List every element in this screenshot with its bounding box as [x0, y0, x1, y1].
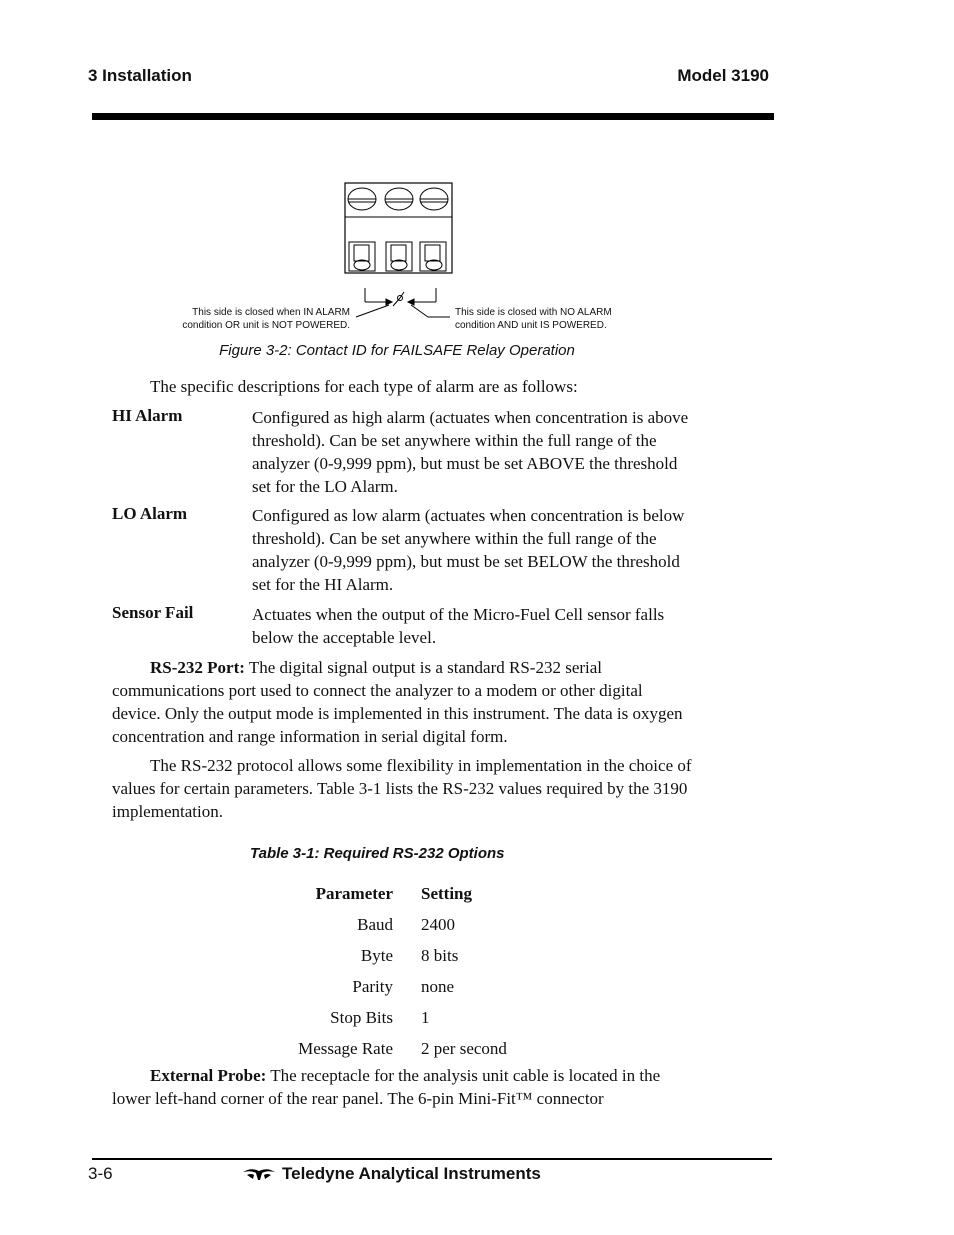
page-number: 3-6: [88, 1164, 113, 1183]
alarm-desc-sensor-fail: Actuates when the output of the Micro-Fuel Cell sensor falls below the acceptable level.: [252, 605, 665, 647]
table-row: [270, 909, 581, 940]
table-row: [270, 1033, 581, 1064]
table-cell-parameter: Parity: [352, 976, 393, 996]
section-title: 3 Installation: [88, 66, 192, 85]
alarm-term-hi: HI Alarm: [112, 406, 183, 425]
footer-rule: [92, 1158, 772, 1160]
intro-paragraph: The specific descriptions for each type of alarm are as follows:: [150, 377, 578, 396]
rs232-options-table: [270, 878, 581, 1064]
teledyne-logo-icon: [242, 1167, 276, 1181]
column-header-setting: Setting: [421, 883, 472, 903]
external-probe-text: The receptacle for the analysis unit cable is located in the lower left-hand corner of the rear panel. The 6-pin Mini-Fit™ connector: [112, 1066, 661, 1108]
right-leader-line: [411, 305, 428, 317]
external-probe-paragraph: [112, 1064, 692, 1110]
table-cell-setting: none: [421, 976, 455, 996]
table-header-row: [270, 878, 581, 909]
alarm-desc-lo: Configured as low alarm (actuates when concentration is below threshold). Can be set anywhere within the full range of the analyzer (0-9,999 ppm), but must be set BELOW the threshold set for the HI Alarm.: [252, 506, 685, 594]
table-caption: Table 3-1: Required RS-232 Options: [250, 845, 505, 862]
alarm-desc-hi: Configured as high alarm (actuates when concentration is above threshold). Can be set anywhere within the full range of the analyzer (0-9,999 ppm), but must be set ABOVE the threshold set for the LO Alarm.: [252, 408, 689, 496]
rs232-lead: RS-232 Port:: [150, 658, 245, 677]
wire-clamp-icon: [349, 242, 446, 271]
table-row: [270, 1002, 581, 1033]
table-cell-parameter: Message Rate: [298, 1038, 393, 1058]
alarm-term-lo: LO Alarm: [112, 504, 188, 523]
left-leader-line: [356, 305, 389, 317]
figure-left-label: This side is closed when IN ALARM condition OR unit is NOT POWERED.: [182, 307, 350, 331]
terminal-block: [345, 183, 452, 273]
screw-icon: [348, 188, 448, 210]
figure-caption: Figure 3-2: Contact ID for FAILSAFE Relay Operation: [219, 342, 575, 359]
footer-brand: [242, 1164, 541, 1184]
alarm-term-sensor-fail: Sensor Fail: [112, 603, 194, 622]
table-cell-parameter: Stop Bits: [330, 1007, 393, 1027]
table-cell-parameter: Byte: [360, 945, 393, 965]
figure-right-label: This side is closed with NO ALARM condition AND unit IS POWERED.: [455, 307, 612, 331]
header-rule: [92, 113, 774, 120]
external-probe-lead: External Probe:: [150, 1066, 267, 1085]
table-row: [270, 971, 581, 1002]
model-title: Model 3190: [677, 66, 769, 85]
protocol-paragraph: The RS-232 protocol allows some flexibility in implementation in the choice of values for certain parameters. Table 3-1 lists the RS-232 values required by the 3190 implementation.: [112, 756, 692, 821]
rs232-text: The digital signal output is a standard RS-232 serial communications port used to connect the analyzer to a modem or other digital device. Only the output mode is implemented in this instrument. The data is oxygen concentration and range information in serial digital form.: [112, 658, 683, 746]
relay-switch-symbol: [365, 288, 436, 306]
column-header-parameter: Parameter: [315, 883, 393, 903]
table-cell-parameter: Baud: [357, 914, 393, 934]
table-cell-setting: 2400: [421, 914, 455, 934]
brand-name: Teledyne Analytical Instruments: [282, 1164, 541, 1183]
table-row: [270, 940, 581, 971]
rs232-paragraph: [112, 656, 692, 748]
table-cell-setting: 8 bits: [421, 945, 459, 965]
table-cell-setting: 1: [421, 1007, 430, 1027]
table-cell-setting: 2 per second: [421, 1038, 507, 1058]
